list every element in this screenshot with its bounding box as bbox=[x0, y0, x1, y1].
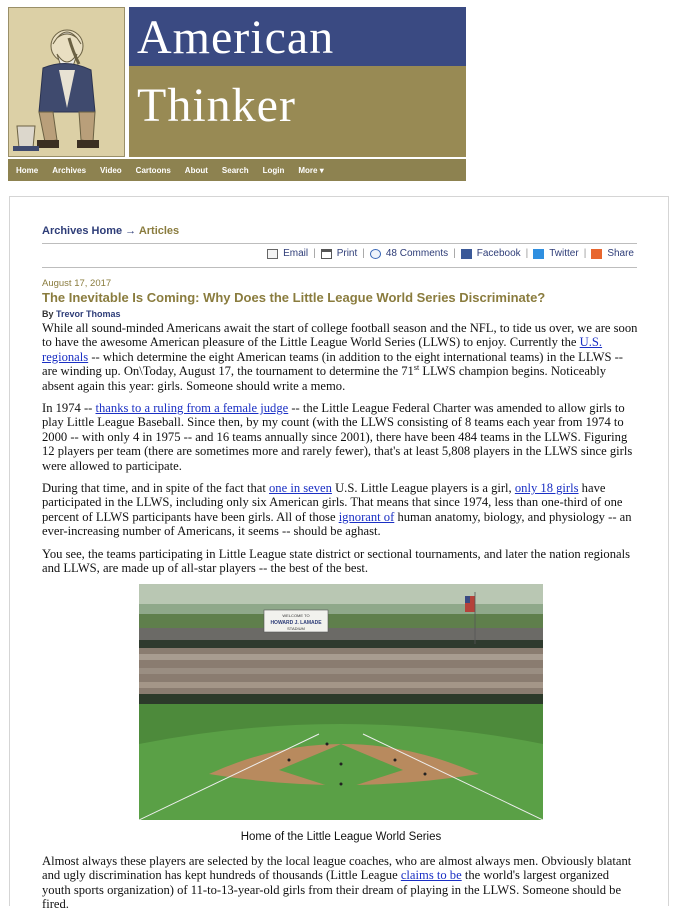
nav-more[interactable]: More ▾ bbox=[298, 165, 324, 175]
email-label: Email bbox=[283, 248, 309, 259]
stadium-sign-line-3: STADIUM bbox=[287, 625, 305, 631]
byline-prefix: By bbox=[42, 309, 57, 319]
photo-caption: Home of the Little League World Series bbox=[240, 830, 442, 843]
share-separator: | bbox=[525, 248, 529, 259]
toolbar-divider bbox=[42, 267, 637, 268]
uncle-sam-illustration bbox=[9, 8, 125, 157]
paragraph-2 bbox=[42, 401, 640, 473]
nav-home[interactable]: Home bbox=[16, 165, 39, 175]
nav-cartoons[interactable]: Cartoons bbox=[135, 165, 171, 175]
text: -- which determine the eight American teams (in addition to the eight international teams) in the LLWS -- are winding up. On\Today, August 17, the tournament to determine the 71 bbox=[42, 349, 624, 379]
twitter-icon bbox=[533, 249, 544, 259]
share-separator: | bbox=[313, 248, 316, 259]
breadcrumb-archives-home[interactable]: Archives Home bbox=[42, 225, 123, 237]
site-header bbox=[8, 7, 466, 175]
stadium-sign-line-1: WELCOME TO bbox=[282, 612, 310, 618]
article-body bbox=[42, 321, 640, 920]
twitter-link[interactable] bbox=[533, 248, 578, 259]
facebook-icon bbox=[461, 249, 472, 259]
only-18-girls-link[interactable]: only 18 girls bbox=[514, 481, 579, 496]
ignorant-of-link[interactable]: ignorant of bbox=[338, 509, 395, 524]
claims-to-be-link[interactable]: claims to be bbox=[400, 868, 462, 883]
nav-video[interactable]: Video bbox=[100, 165, 122, 175]
female-judge-link[interactable]: thanks to a ruling from a female judge bbox=[95, 401, 289, 416]
share-separator: | bbox=[583, 248, 587, 259]
text: have participated in the LLWS, including only six American girls. That means that since 1974, less than one-third of one percent of LLWS participants have been girls. All of those bbox=[42, 481, 623, 524]
nav-login[interactable]: Login bbox=[262, 165, 285, 175]
print-link[interactable] bbox=[321, 248, 358, 259]
paragraph-3 bbox=[42, 481, 640, 539]
facebook-link[interactable] bbox=[461, 248, 521, 259]
brand-word-thinker: Thinker bbox=[137, 79, 296, 132]
main-nav bbox=[8, 159, 466, 181]
envelope-icon bbox=[267, 249, 278, 259]
brand-bottom-band bbox=[129, 66, 466, 157]
breadcrumb-articles[interactable]: Articles bbox=[138, 225, 180, 237]
brand-top-band bbox=[129, 7, 466, 66]
twitter-label: Twitter bbox=[549, 248, 579, 259]
one-in-seven-link[interactable]: one in seven bbox=[268, 481, 332, 496]
content-area bbox=[9, 196, 669, 912]
brand-word-american: American bbox=[137, 11, 335, 64]
print-label: Print bbox=[336, 248, 358, 259]
share-icon bbox=[591, 249, 602, 259]
byline bbox=[42, 309, 121, 319]
article-title[interactable]: The Inevitable Is Coming: Why Does the Little League World Series Discriminate? bbox=[42, 290, 546, 305]
text: human anatomy, biology, and physiology -- an ever-increasing number of Americans, it seems -- should be aghast. bbox=[42, 509, 632, 539]
us-regionals-link[interactable]: U.S. regionals bbox=[42, 335, 603, 364]
breadcrumb-arrow: → bbox=[125, 225, 137, 237]
share-separator: | bbox=[453, 248, 456, 259]
paragraph-5 bbox=[42, 854, 640, 912]
article-date: August 17, 2017 bbox=[42, 278, 112, 289]
nav-search[interactable]: Search bbox=[221, 165, 249, 175]
speech-bubble-icon bbox=[370, 249, 381, 259]
ordinal-suffix: st bbox=[413, 363, 420, 373]
text: U.S. Little League players is a girl, bbox=[331, 481, 515, 496]
share-separator: | bbox=[362, 248, 365, 259]
text: Almost always these players are selected by the local league coaches, who are almost always men. Obviously blatant and ugly discrimination has kept hundreds of thousands (Little League bbox=[42, 853, 632, 883]
author-link[interactable]: Trevor Thomas bbox=[56, 309, 121, 319]
printer-icon bbox=[321, 249, 332, 259]
uncle-sam-logo-image[interactable] bbox=[8, 7, 125, 157]
stadium-photo[interactable] bbox=[139, 584, 543, 820]
breadcrumb bbox=[42, 225, 179, 237]
share-link[interactable] bbox=[591, 248, 634, 259]
text: During that time, and in spite of the fact that bbox=[42, 481, 269, 496]
figure bbox=[139, 584, 543, 844]
share-toolbar bbox=[267, 248, 634, 259]
top-divider bbox=[42, 243, 637, 244]
share-label: Share bbox=[607, 248, 634, 259]
text: While all sound-minded Americans await the start of college football season and the NFL, to tide us over, we are soon to have the awesome American pleasure of the Little League World Series (LLWS) to enjoy. Currently the bbox=[42, 321, 638, 350]
email-link[interactable] bbox=[267, 248, 308, 259]
text: LLWS champion begins. Noticeably absent again this year: girls. Someone should write a memo. bbox=[42, 364, 607, 393]
nav-about[interactable]: About bbox=[184, 165, 208, 175]
text: In 1974 -- bbox=[42, 401, 96, 416]
text: -- the Little League Federal Charter was amended to allow girls to play Little League Baseball. Since then, by my count (with the LLWS consisting of 8 teams each year from 1974 to 2000 -- with only 4 in 1975 -- and 16 teams annually since 2001), there have been 484 teams in the LLWS. Figuring 12 players per team (there are sometimes more and rarely fewer), that's at least 5,808 players in the LLWS since girls were allowed to participate. bbox=[42, 401, 633, 473]
stadium-sign-line-2: HOWARD J. LAMADE bbox=[270, 619, 322, 626]
paragraph-1 bbox=[42, 321, 640, 393]
nav-archives[interactable]: Archives bbox=[52, 165, 87, 175]
paragraph-4: You see, the teams participating in Little League state district or sectional tournaments, and later the nation regionals and LLWS, are made up of all-star players -- the best of the best. bbox=[42, 546, 631, 576]
facebook-label: Facebook bbox=[476, 248, 521, 259]
text: the world's largest organized youth sports organization) of 11-to-13-year-old girls from their dream of playing in the LLWS. Someone should be fired. bbox=[42, 868, 622, 912]
comments-link[interactable] bbox=[370, 248, 448, 259]
comments-label: 48 Comments bbox=[385, 248, 449, 259]
